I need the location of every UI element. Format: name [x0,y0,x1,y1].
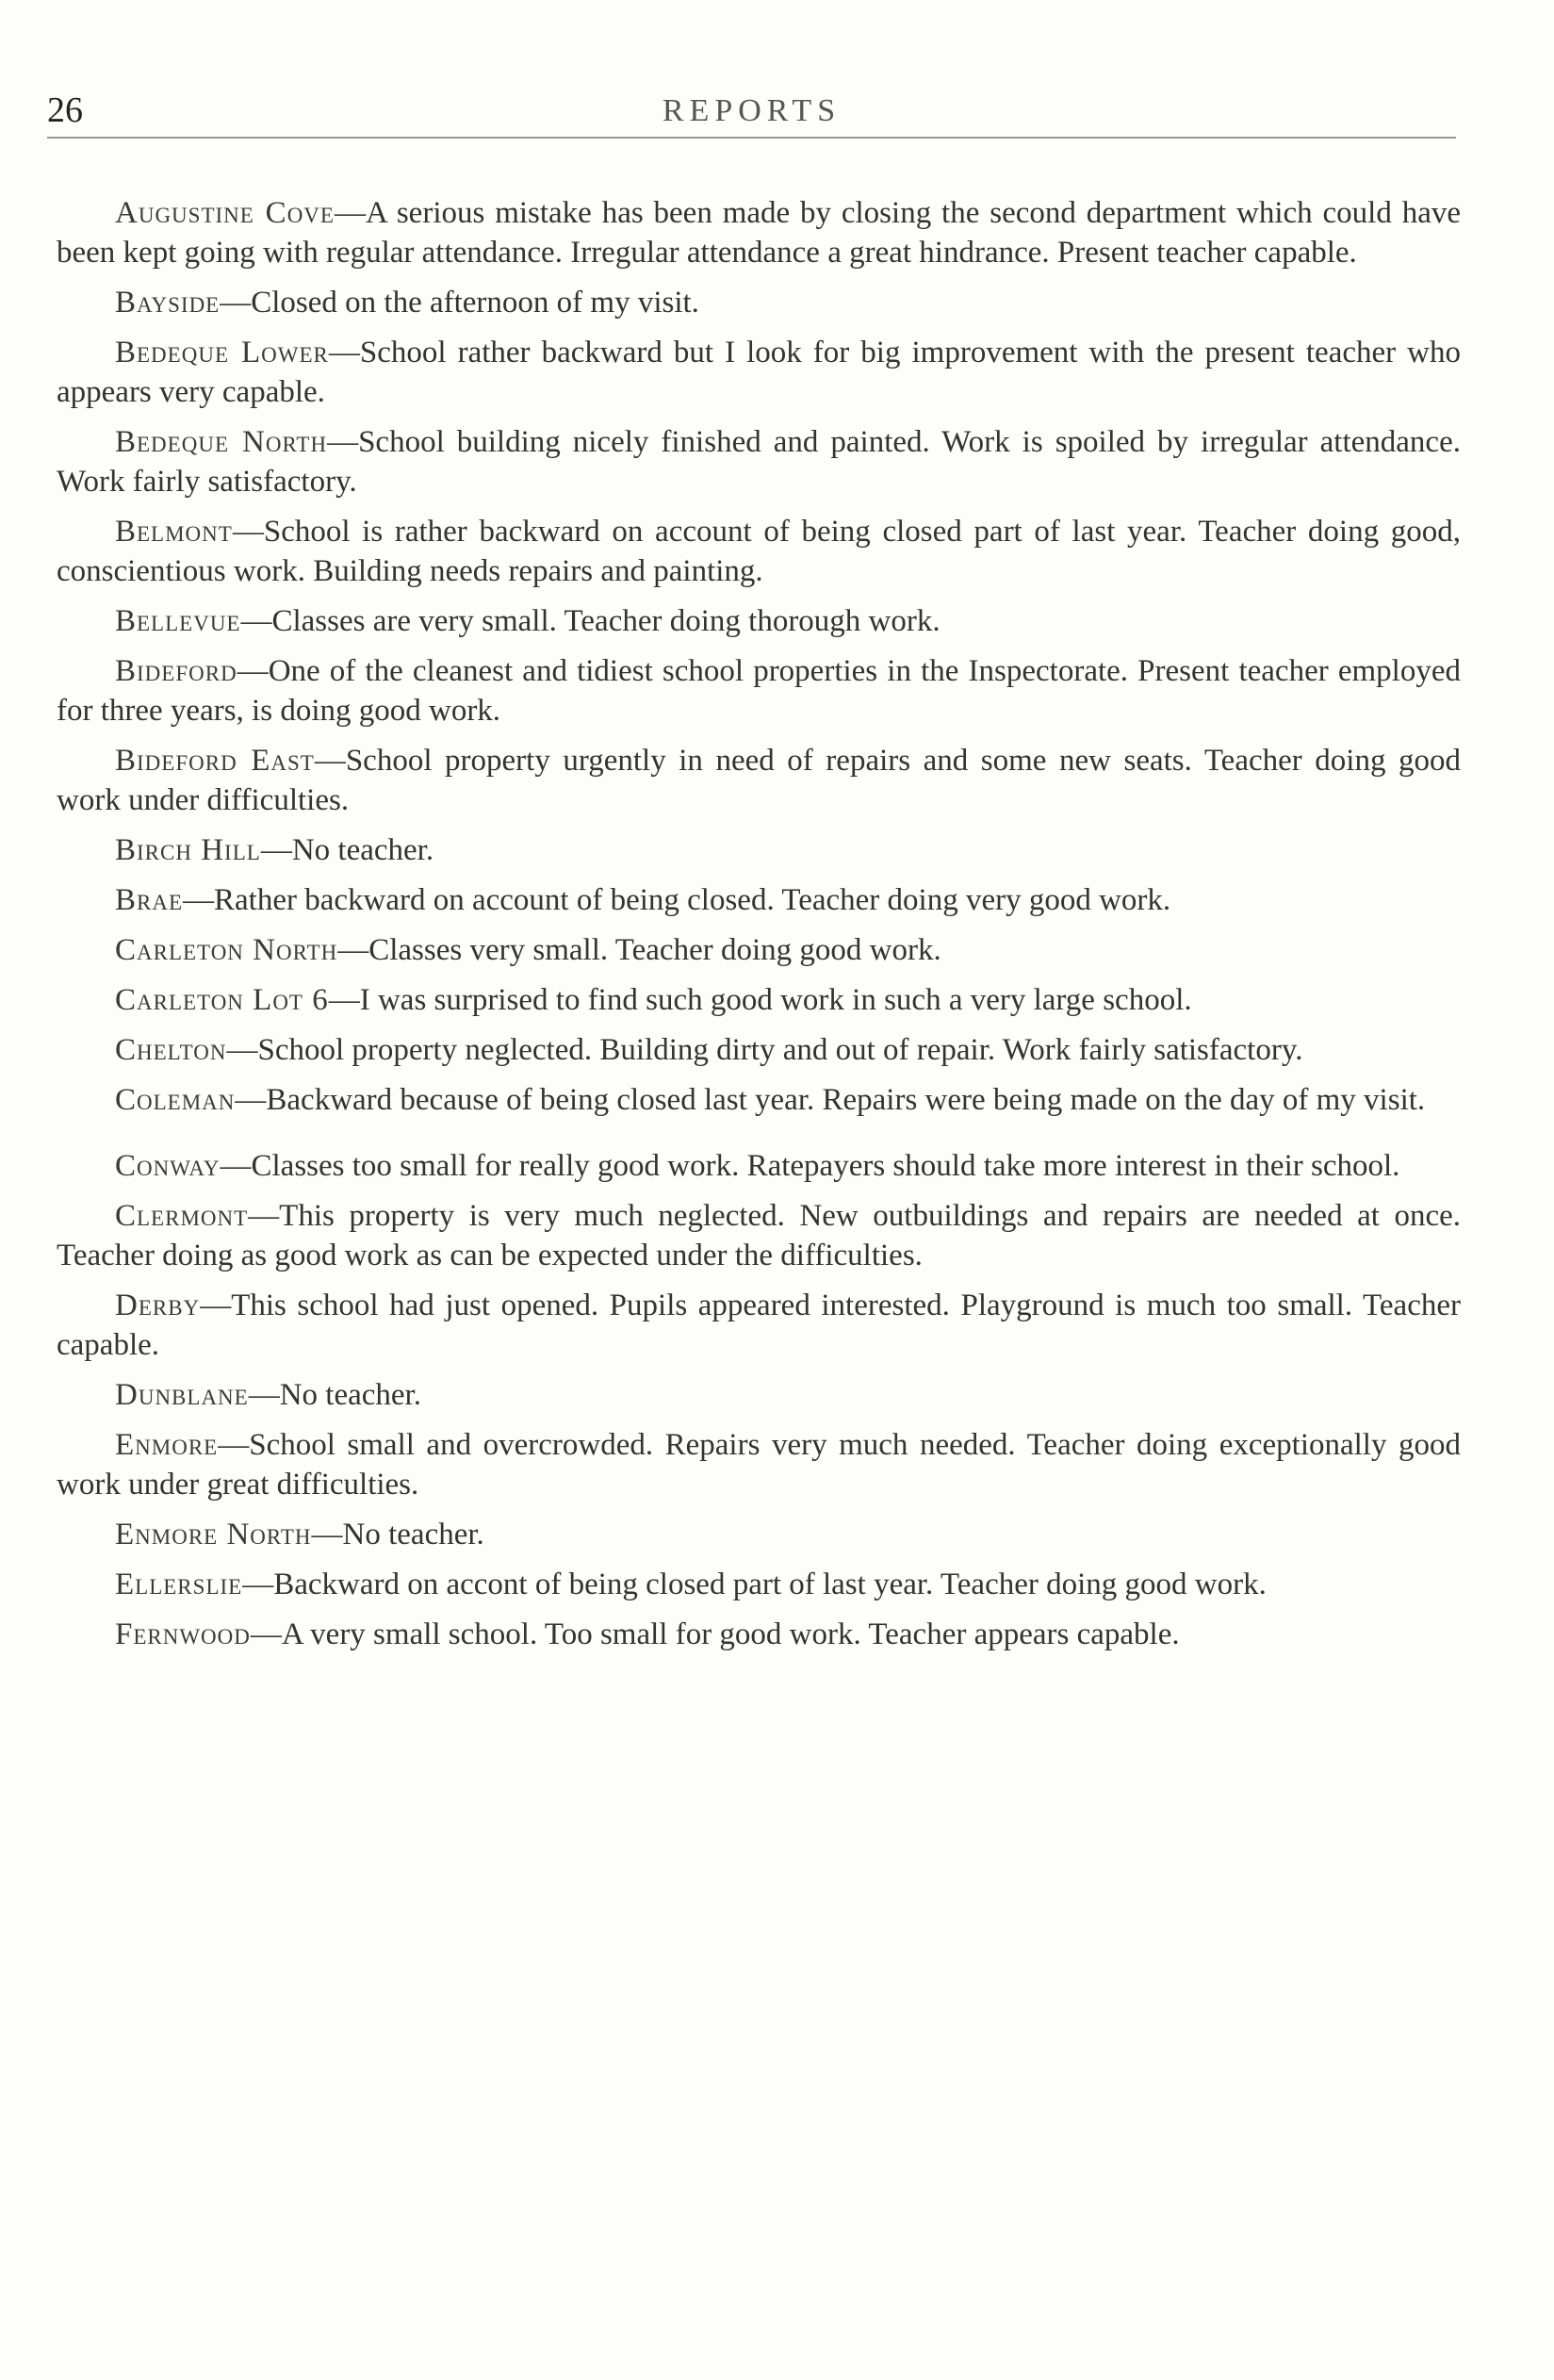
report-entry: Enmore—School small and overcrowded. Repairs very much needed. Teacher doing exceptionally good work under great difficulties. [57,1428,1461,1502]
report-text: School property neglected. Building dirty and out of repair. Work fairly satisfactory. [257,1033,1303,1067]
report-entry: Augustine Cove—A serious mistake has been made by closing the second department which could have been kept going with regular attendance. Irregular attendance a great hindrance. Present teacher capable. [57,196,1461,270]
report-entry: Carleton Lot 6—I was surprised to find such good work in such a very large school. [115,983,1192,1017]
report-text: No teacher. [291,833,434,867]
school-name: Chelton [115,1033,227,1067]
school-name: Bedeque North [115,425,328,459]
report-entry: Bellevue—Classes are very small. Teacher doing thorough work. [115,604,941,638]
report-text: Classes very small. Teacher doing good work. [368,933,941,967]
report-entry: Belmont—School is rather backward on account of being closed part of last year. Teacher doing good, conscientious work. Building needs repairs and painting. [57,515,1461,588]
school-name: Conway [115,1149,221,1183]
school-name: Belmont [115,515,233,549]
report-text: A very small school. Too small for good work. Teacher appears capable. [281,1617,1180,1651]
page-number: 26 [47,90,83,130]
school-name: Enmore [115,1428,219,1462]
report-text: One of the cleanest and tidiest school properties in the Inspectorate. Present teacher employed for three years, is doing good work. [57,654,1461,728]
report-text: A serious mistake has been made by closing the second department which could have been kept going with regular attendance. Irregular attendance a great hindrance. Present teacher capable. [57,196,1461,270]
report-entry: Brae—Rather backward on account of being closed. Teacher doing very good work. [115,883,1171,917]
report-text: School is rather backward on account of being closed part of last year. Teacher doing good, conscientious work. Building needs repairs and painting. [57,515,1461,588]
school-name: Brae [115,883,184,917]
report-text: School property urgently in need of repairs and some new seats. Teacher doing good work under difficulties. [57,744,1461,817]
report-entry: Dunblane—No teacher. [115,1378,421,1412]
report-entry: Coleman—Backward because of being closed last year. Repairs were being made on the day of my visit. [115,1083,1426,1117]
school-name: Bellevue [115,604,241,638]
report-entry: Enmore North—No teacher. [115,1518,484,1551]
report-text: No teacher. [279,1378,421,1412]
school-name: Birch Hill [115,833,261,867]
report-text: School building nicely finished and painted. Work is spoiled by irregular attendance. Work fairly satisfactory. [57,425,1461,499]
report-entry: Chelton—School property neglected. Building dirty and out of repair. Work fairly satisfactory. [115,1033,1303,1067]
report-text: Backward on accont of being closed part of last year. Teacher doing good work. [273,1568,1267,1601]
header-rule [47,137,1456,139]
school-name: Dunblane [115,1378,249,1412]
report-text: Closed on the afternoon of my visit. [251,286,699,320]
report-entry: Bedeque North—School building nicely finished and painted. Work is spoiled by irregular attendance. Work fairly satisfactory. [57,425,1461,499]
school-name: Clermont [115,1199,249,1233]
school-name: Carleton North [115,933,338,967]
school-name: Enmore North [115,1518,312,1551]
report-text: Classes too small for really good work. Ratepayers should take more interest in their school. [251,1149,1400,1183]
school-name: Bedeque Lower [115,336,329,369]
school-name: Augustine Cove [115,196,335,230]
report-text: No teacher. [342,1518,484,1551]
report-text: This school had just opened. Pupils appeared interested. Playground is much too small. Teacher capable. [57,1288,1461,1362]
report-entries [57,193,1461,1665]
report-entry: Carleton North—Classes very small. Teacher doing good work. [115,933,941,967]
report-text: Classes are very small. Teacher doing thorough work. [271,604,941,638]
report-text: Rather backward on account of being closed. Teacher doing very good work. [214,883,1171,917]
school-name: Bideford East [115,744,315,778]
school-name: Ellerslie [115,1568,243,1601]
report-entry: Fernwood—A very small school. Too small for good work. Teacher appears capable. [115,1617,1180,1651]
report-text: School rather backward but I look for big improvement with the present teacher who appears very capable. [57,336,1461,409]
school-name: Derby [115,1288,201,1322]
report-entry: Bideford East—School property urgently in need of repairs and some new seats. Teacher doing good work under difficulties. [57,744,1461,817]
report-text: School small and overcrowded. Repairs very much needed. Teacher doing exceptionally good work under great difficulties. [57,1428,1461,1502]
report-entry: Bedeque Lower—School rather backward but I look for big improvement with the present teacher who appears very capable. [57,336,1461,409]
report-entry: Bideford—One of the cleanest and tidiest school properties in the Inspectorate. Present teacher employed for three years, is doing good work. [57,654,1461,728]
report-entry: Bayside—Closed on the afternoon of my visit. [115,286,699,320]
report-entry: Birch Hill—No teacher. [115,833,434,867]
school-name: Carleton Lot 6 [115,983,329,1017]
report-entry: Ellerslie—Backward on accont of being closed part of last year. Teacher doing good work. [115,1568,1267,1601]
report-text: Backward because of being closed last year. Repairs were being made on the day of my visit. [266,1083,1426,1117]
report-entry: Conway—Classes too small for really good work. Ratepayers should take more interest in their school. [115,1149,1400,1183]
school-name: Bayside [115,286,221,320]
school-name: Coleman [115,1083,236,1117]
report-text: This property is very much neglected. New outbuildings and repairs are needed at once. Teacher doing as good work as can be expected under the difficulties. [57,1199,1461,1272]
school-name: Bideford [115,654,237,688]
report-text: I was surprised to find such good work in such a very large school. [359,983,1192,1017]
page-header [47,90,1456,146]
school-name: Fernwood [115,1617,251,1651]
running-head: REPORTS [662,93,842,128]
report-entry: Clermont—This property is very much neglected. New outbuildings and repairs are needed at once. Teacher doing as good work as can be expected under the difficulties. [57,1199,1461,1272]
report-entry: Derby—This school had just opened. Pupils appeared interested. Playground is much too small. Teacher capable. [57,1288,1461,1362]
